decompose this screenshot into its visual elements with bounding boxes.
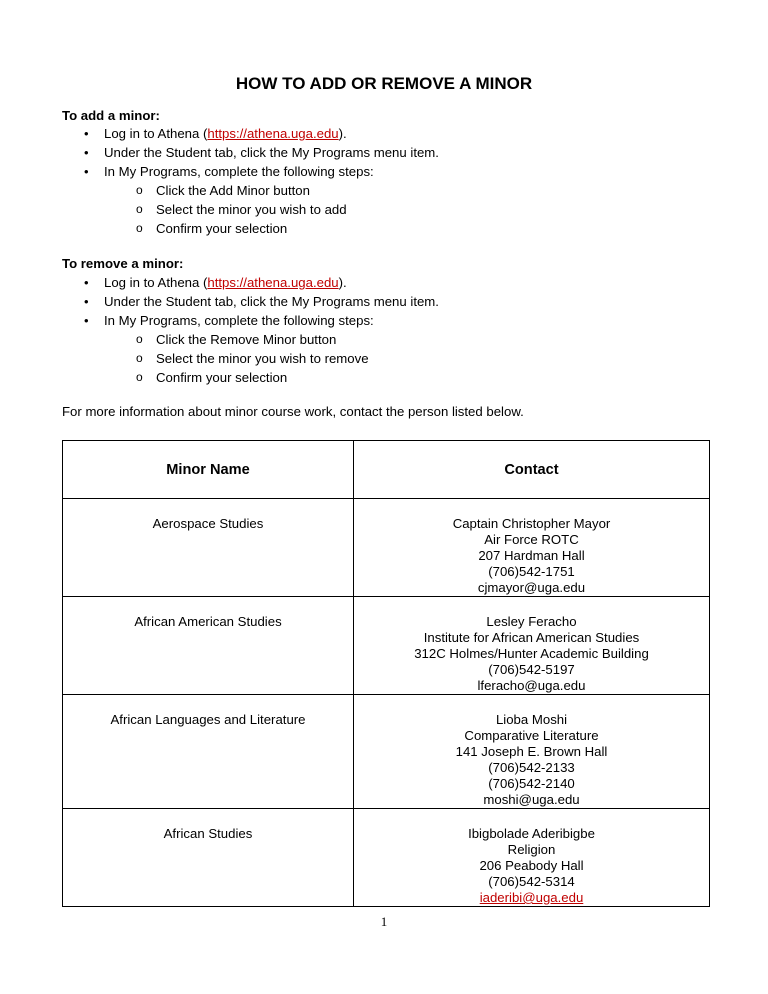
- remove-login-step: [104, 275, 347, 291]
- contact-phone: (706)542-2133: [488, 760, 575, 775]
- contact-name: Captain Christopher Mayor: [452, 516, 611, 531]
- table-row: [63, 695, 710, 809]
- contact-department: Comparative Literature: [464, 728, 599, 743]
- add-student-tab-step: Under the Student tab, click the My Programs menu item.: [104, 145, 439, 160]
- circle-bullet-icon: o: [136, 332, 143, 346]
- contact-email: lferacho@uga.edu: [477, 678, 586, 693]
- contact-phone: (706)542-2140: [488, 776, 575, 791]
- contact-cell: [354, 695, 710, 809]
- bullet-icon: •: [84, 275, 89, 290]
- contact-phone: (706)542-5314: [488, 874, 575, 889]
- add-minor-heading: To add a minor:: [62, 108, 160, 123]
- page-number: 1: [380, 914, 388, 929]
- contact-cell: [354, 809, 710, 907]
- minor-name-cell: African Languages and Literature: [63, 695, 354, 809]
- circle-bullet-icon: o: [136, 183, 143, 197]
- remove-minor-heading: To remove a minor:: [62, 256, 184, 271]
- contact-phone: (706)542-5197: [488, 662, 575, 677]
- add-login-step: [104, 126, 347, 142]
- contact-name: Ibigbolade Aderibigbe: [468, 826, 595, 841]
- contact-department: Religion: [507, 842, 556, 857]
- table-row: [63, 809, 710, 907]
- login-suffix: ).: [338, 126, 347, 141]
- contact-office: 141 Joseph E. Brown Hall: [455, 744, 608, 759]
- bullet-icon: •: [84, 294, 89, 309]
- minor-name-cell: Aerospace Studies: [63, 499, 354, 597]
- athena-link[interactable]: https://athena.uga.edu: [207, 126, 339, 141]
- remove-sub-step: Confirm your selection: [156, 370, 288, 385]
- bullet-icon: •: [84, 313, 89, 328]
- login-prefix: Log in to Athena (: [104, 126, 208, 141]
- circle-bullet-icon: o: [136, 221, 143, 235]
- contact-name: Lioba Moshi: [495, 712, 568, 727]
- circle-bullet-icon: o: [136, 202, 143, 216]
- contact-cell: [354, 597, 710, 695]
- minor-name-cell: African American Studies: [63, 597, 354, 695]
- contact-email-link[interactable]: iaderibi@uga.edu: [479, 890, 584, 905]
- circle-bullet-icon: o: [136, 351, 143, 365]
- table-row: [63, 499, 710, 597]
- remove-student-tab-step: Under the Student tab, click the My Programs menu item.: [104, 294, 439, 309]
- table-header-row: [63, 441, 710, 499]
- minors-contact-table: [62, 440, 710, 907]
- add-sub-step: Click the Add Minor button: [156, 183, 310, 198]
- contact-intro: For more information about minor course work, contact the person listed below.: [62, 404, 524, 419]
- bullet-icon: •: [84, 145, 89, 160]
- athena-link[interactable]: https://athena.uga.edu: [207, 275, 339, 290]
- minor-name-header: Minor Name: [63, 441, 354, 499]
- login-suffix: ).: [338, 275, 347, 290]
- add-sub-step: Select the minor you wish to add: [156, 202, 347, 217]
- contact-email: moshi@uga.edu: [483, 792, 580, 807]
- remove-my-programs-step: In My Programs, complete the following steps:: [104, 313, 374, 328]
- add-my-programs-step: In My Programs, complete the following steps:: [104, 164, 374, 179]
- add-sub-step: Confirm your selection: [156, 221, 288, 236]
- login-prefix: Log in to Athena (: [104, 275, 208, 290]
- contact-name: Lesley Feracho: [486, 614, 577, 629]
- contact-department: Air Force ROTC: [484, 532, 579, 547]
- circle-bullet-icon: o: [136, 370, 143, 384]
- contact-header: Contact: [354, 441, 710, 499]
- contact-department: Institute for African American Studies: [423, 630, 640, 645]
- contact-email: cjmayor@uga.edu: [477, 580, 586, 595]
- contact-office: 207 Hardman Hall: [478, 548, 585, 563]
- bullet-icon: •: [84, 164, 89, 179]
- remove-sub-step: Select the minor you wish to remove: [156, 351, 369, 366]
- remove-sub-step: Click the Remove Minor button: [156, 332, 337, 347]
- bullet-icon: •: [84, 126, 89, 141]
- contact-phone: (706)542-1751: [488, 564, 575, 579]
- contact-office: 312C Holmes/Hunter Academic Building: [414, 646, 649, 661]
- minor-name-cell: African Studies: [63, 809, 354, 907]
- contact-cell: [354, 499, 710, 597]
- contact-office: 206 Peabody Hall: [479, 858, 584, 873]
- page-title: HOW TO ADD OR REMOVE A MINOR: [235, 74, 533, 93]
- table-row: [63, 597, 710, 695]
